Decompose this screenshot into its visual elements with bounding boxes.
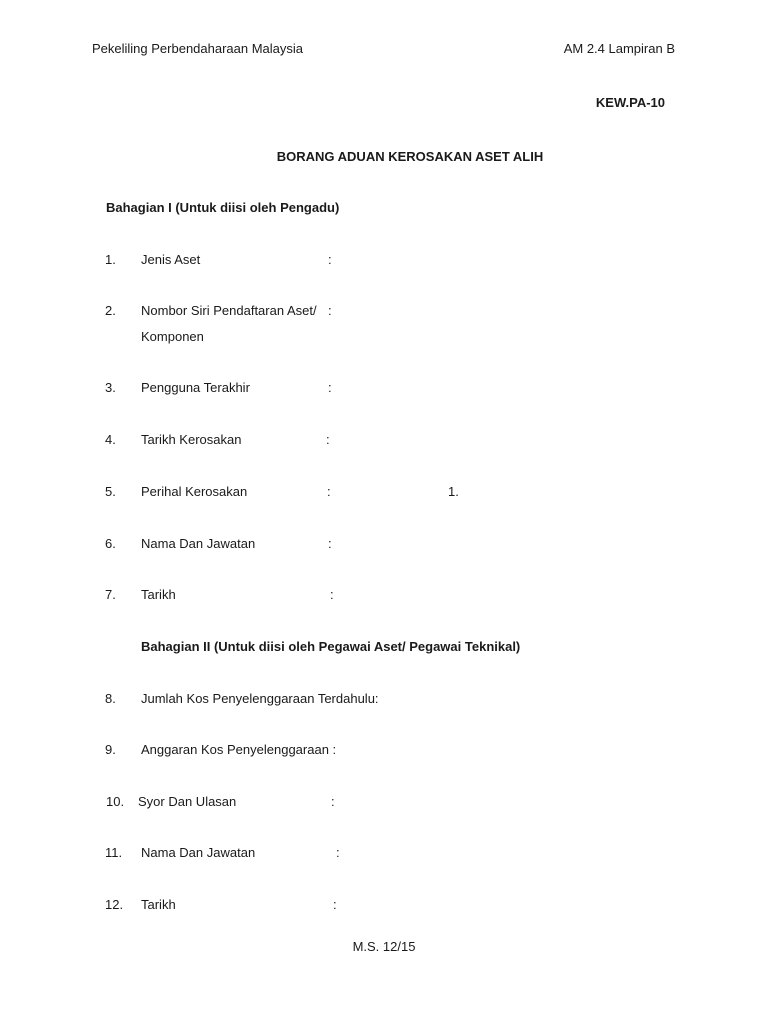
item-number: 4.: [105, 432, 116, 447]
item-number: 5.: [105, 484, 116, 499]
header-right: AM 2.4 Lampiran B: [563, 41, 675, 56]
item-label: Perihal Kerosakan: [141, 484, 248, 499]
item-number: 7.: [105, 587, 116, 602]
item-colon: :: [328, 380, 332, 395]
item-label: Syor Dan Ulasan: [138, 794, 237, 809]
item-colon: :: [327, 484, 331, 499]
item-label: Pengguna Terakhir: [141, 380, 250, 395]
item-label: Tarikh: [141, 897, 176, 912]
item-colon: :: [333, 897, 337, 912]
item-number: 11.: [105, 845, 123, 860]
item-colon: :: [326, 432, 330, 447]
section1-heading: Bahagian I (Untuk diisi oleh Pengadu): [106, 200, 340, 215]
item-label: Nombor Siri Pendaftaran Aset/: [141, 303, 317, 318]
item-number: 3.: [105, 380, 116, 395]
item-number: 6.: [105, 536, 116, 551]
item-label: Nama Dan Jawatan: [141, 845, 256, 860]
item-colon: :: [331, 794, 335, 809]
item-colon: :: [328, 303, 332, 318]
page-title: BORANG ADUAN KEROSAKAN ASET ALIH: [276, 149, 544, 164]
item-number: 10.: [106, 794, 125, 809]
form-code: KEW.PA-10: [595, 95, 665, 110]
item-number: 2.: [105, 303, 116, 318]
item-colon: :: [328, 252, 332, 267]
item-label: Jumlah Kos Penyelenggaraan Terdahulu:: [141, 691, 379, 706]
item-number: 1.: [105, 252, 116, 267]
item-label-continued: Komponen: [141, 329, 204, 344]
item-number: 8.: [105, 691, 116, 706]
item-number: 9.: [105, 742, 116, 757]
section2-heading: Bahagian II (Untuk diisi oleh Pegawai Aset/ Pegawai Teknikal): [141, 639, 521, 654]
item-label: Tarikh Kerosakan: [141, 432, 242, 447]
item-label: Anggaran Kos Penyelenggaraan :: [141, 742, 337, 757]
item-colon: :: [328, 536, 332, 551]
item-number: 12.: [105, 897, 124, 912]
item-label: Nama Dan Jawatan: [141, 536, 256, 551]
item-extra-number: 1.: [448, 484, 459, 499]
header-left: Pekeliling Perbendaharaan Malaysia: [92, 41, 304, 56]
item-label: Jenis Aset: [141, 252, 201, 267]
item-colon: :: [336, 845, 340, 860]
item-colon: :: [330, 587, 334, 602]
item-label: Tarikh: [141, 587, 176, 602]
page-number: M.S. 12/15: [352, 939, 416, 954]
